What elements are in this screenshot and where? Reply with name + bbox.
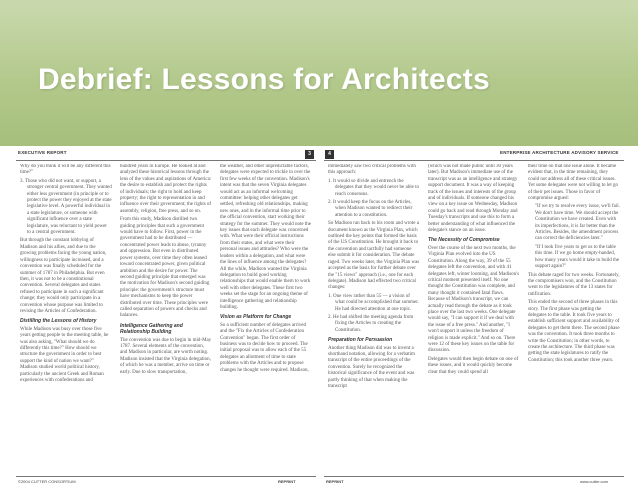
section-subheading: The Necessity of Compromise bbox=[428, 237, 500, 244]
paragraph: 1. It would so divide and entrench the delegates that they would never be able to reach consensus. bbox=[328, 178, 419, 197]
paragraph: the weather, and other unpredictable factors, delegates were expected to trickle in over the first few weeks of the convention. Madison's intent was that the seven Virginia delegates would act as an informal welcoming committee: helping other delegates get settled, refreshing old relationships, making new ones, and in the informal time prior to the official convention, start working their strategy for the summer. They would note the key issues that each delegate was concerned with. What were their official instructions from their states, and what were their personal issues and attitudes? Who were the leaders within a delegation, and what were the lines of influence among the delegates? All the while, Madison wanted the Virginia delegation to build good working relationships that would enable them to work well with other delegates. These first two weeks set the stage for an ongoing theme of intelligence gathering and relationship building. bbox=[220, 164, 311, 310]
right-footer-label: REPRINT bbox=[326, 479, 344, 484]
report-spread bbox=[16, 150, 624, 486]
paragraph: Delegates would then begin debate on one of these issues, and it would quickly become clear that they could spend all bbox=[428, 356, 519, 375]
left-page-header bbox=[16, 150, 316, 161]
left-col-3 bbox=[220, 164, 312, 472]
left-col-2 bbox=[120, 164, 212, 472]
left-footer-copyright: ©2004 CUTTER CONSORTIUM bbox=[18, 479, 76, 484]
paragraph: "If I took five years to get us to the table this time. If we go home empty-handed, how many years would it take to build the support again?" bbox=[535, 244, 620, 270]
right-page-number: 4 bbox=[325, 150, 334, 159]
paragraph: "If we try to resolve every issue, we'll fail. We don't have time. We should accept the Constitution we have created. Even with its imperfections, it is far better than the Articles. Besides, the amendment process can correct the deficiencies later." bbox=[535, 204, 620, 242]
slide-title: Debrief: Lessons for Architects bbox=[38, 63, 490, 96]
paragraph: From this study, Madison distilled two guiding principles that such a government would have to follow. First, power in the government had to be distributed — concentrated power leads to abuse, tyranny and oppression. But even in distributed power systems, over time they often leaned toward concentrated power, given political ambition and the desire for power. The second guiding principle that emerged was the motivation for Madison's second guiding principle: the government's structure must have mechanisms to keep the power distributed over time. These principles were called separation of powers and checks and balances. bbox=[120, 217, 210, 319]
paragraph: 3. Those who did not want, or support, a stronger central government. They wanted either less government (in principle or to protect the power they enjoyed at the state legislative level. A powerful individual in a state legislature, or someone with significant influence over a state legislature, was reluctant to yield power to a central government. bbox=[20, 178, 112, 236]
right-page-header bbox=[324, 150, 624, 161]
left-page-number: 3 bbox=[305, 150, 314, 159]
section-subheading: Preparation for Persuasion bbox=[328, 337, 393, 344]
paragraph: While Madison was busy over those five years getting people to the meeting table, he was also asking, "What should we do differently this time?" How should we structure the government in order to best support the kind of nation we want?" Madison studied world political history, particularly the ancient Greek and Roman experiences with confederations and bbox=[20, 326, 109, 383]
paragraph: immediately saw two critical problems with this approach: bbox=[328, 164, 416, 176]
paragraph: hundred years in Europe. He looked at and analyzed these historical lessons through the lens of the values and aspirations of America: the desire to establish and protect the rights of individuals; the right to hold and keep property; the right to representation in and influence over their government; the rights of assembly, religion, free press, and so on. bbox=[120, 164, 212, 214]
right-page-footer bbox=[324, 476, 624, 486]
paragraph: Over the course of the next two months, the Virginia Plan evolved into the US Constitution. Along the way, 39 of the 55 delegates left the convention, and with 41 delegates left, winter looming, and Madison's critical moment presented itself. No one thought the Constitution was complete, and many thought it contained fatal flaws. Because of Madison's transcript, we can actually read through the debate as it took place over the last two weeks. One delegate would say, "I can support it if we deal with the issue of a free press." And another, "I won't support it unless the freedom of religion is made explicit." And so on. There were 12 of these key issues on the table for discussion. bbox=[428, 245, 520, 354]
paragraph: The convention was due to begin in mid-May 1787. Several elements of the convention, and Madison in particular, are worth noting. Madison insisted that the Virginia delegation, of which he was a member, arrive on time or early. Due to slow transportation, bbox=[120, 337, 212, 375]
right-col-3 bbox=[528, 164, 620, 472]
section-subheading: Vision as Platform for Change bbox=[220, 314, 292, 321]
paragraph: 2. It would keep the focus on the Articles, when Madison wanted to redirect their attention to a constitution. bbox=[328, 200, 413, 218]
right-page bbox=[324, 150, 624, 486]
paragraph: But through the constant lobbying of Madison and his allies, and due to the growing problems facing the young nation, willingness to participate increased, and a convention was finally scheduled for the summer of 1787 in Philadelphia. But even then, it was not to be a constitutional convention. Several delegates and states refused to participate in such a significant change; they would only participate in a convention whose purpose was limited to revising the Articles of Confederation. bbox=[20, 238, 107, 314]
right-page-columns bbox=[328, 164, 620, 472]
right-col-2 bbox=[428, 164, 520, 472]
right-page-header-label: ENTERPRISE ARCHITECTURE ADVISORY SERVICE bbox=[500, 150, 619, 155]
right-footer-url: www.cutter.com bbox=[580, 479, 609, 484]
left-page bbox=[16, 150, 316, 486]
left-page-header-label: EXECUTIVE REPORT bbox=[18, 150, 67, 155]
paragraph: This ended the second of three phases in this story. The first phase was getting the delegates to the table. It took five years to establish sufficient support and availability of delegates to get them there. The second phase was the convention. It took three months to write the Constitution; in other words, to create the architecture. The third phase was getting the state legislatures to ratify the Constitution; this took another three years. bbox=[528, 300, 620, 363]
right-col-1 bbox=[328, 164, 420, 472]
paragraph: their time on that one issue alone. It became evident that, in the time remaining, they could not address all of these critical issues. Yet some delegates were not willing to let go of their pet issues. Those in favor of compromise argued: bbox=[528, 164, 619, 202]
paragraph: (which was not made public until 30 years later). But Madison's immediate use of the transcript was as an intelligence and strategy support document. It was a way of keeping track of the issues and interests of the group and of individuals. If someone changed his view on a key issue on Wednesday, Madison could go back and read through Monday and Tuesday's transcripts and use this to form a better understanding of what influenced the delegate's stance on an issue. bbox=[428, 164, 518, 234]
paragraph: 2. He had shifted the meeting agenda from fixing the Articles to creating the Constitution. bbox=[328, 314, 414, 333]
section-subheading: Distilling the Lessons of History bbox=[20, 318, 97, 325]
left-col-1 bbox=[20, 164, 112, 472]
left-page-footer bbox=[16, 476, 316, 486]
paragraph: Why do you think it will be any different this time?" bbox=[20, 164, 111, 176]
left-footer-label: REPRINT bbox=[278, 479, 296, 484]
section-subheading: Intelligence Gathering and Relationship Building bbox=[120, 322, 183, 336]
paragraph: So a sufficient number of delegates arrived and the "Fix the Articles of Confederation Convention" began. The first order of business was to decide how to proceed. The initial proposal was to allow each of the 55 delegates an allotment of time to state problems with the Articles and to propose changes he thought were required. Madison, bbox=[220, 322, 309, 373]
paragraph: So Madison ran back to his room and wrote a document known as the Virginia Plan, which outlined the key points that formed the basis of the US Constitution. He brought it back to the convention and tactfully had someone else submit it for consideration. The debate raged. Two weeks later, the Virginia Plan was accepted as the basis for further debate over the "15 views" approach (i.e., one for each delegate). Madison had effected two critical changes: bbox=[328, 221, 420, 291]
paragraph: This debate raged for two weeks. Fortunately, the compromisers won, and the Constitution went to the legislatures of the 13 states for ratification. bbox=[528, 272, 620, 297]
paragraph: 1. One view rather than 55 — a vision of what could be accomplished that summer. He had directed attention at one topic. bbox=[328, 293, 419, 312]
left-page-columns bbox=[20, 164, 312, 472]
paragraph: Another thing Madison did was to invent a shorthand notation, allowing for a verbatim transcript of the entire proceedings of the convention. Surely he recognized the historical significance of the event and was partly thinking of that when making the transcript bbox=[328, 345, 415, 389]
